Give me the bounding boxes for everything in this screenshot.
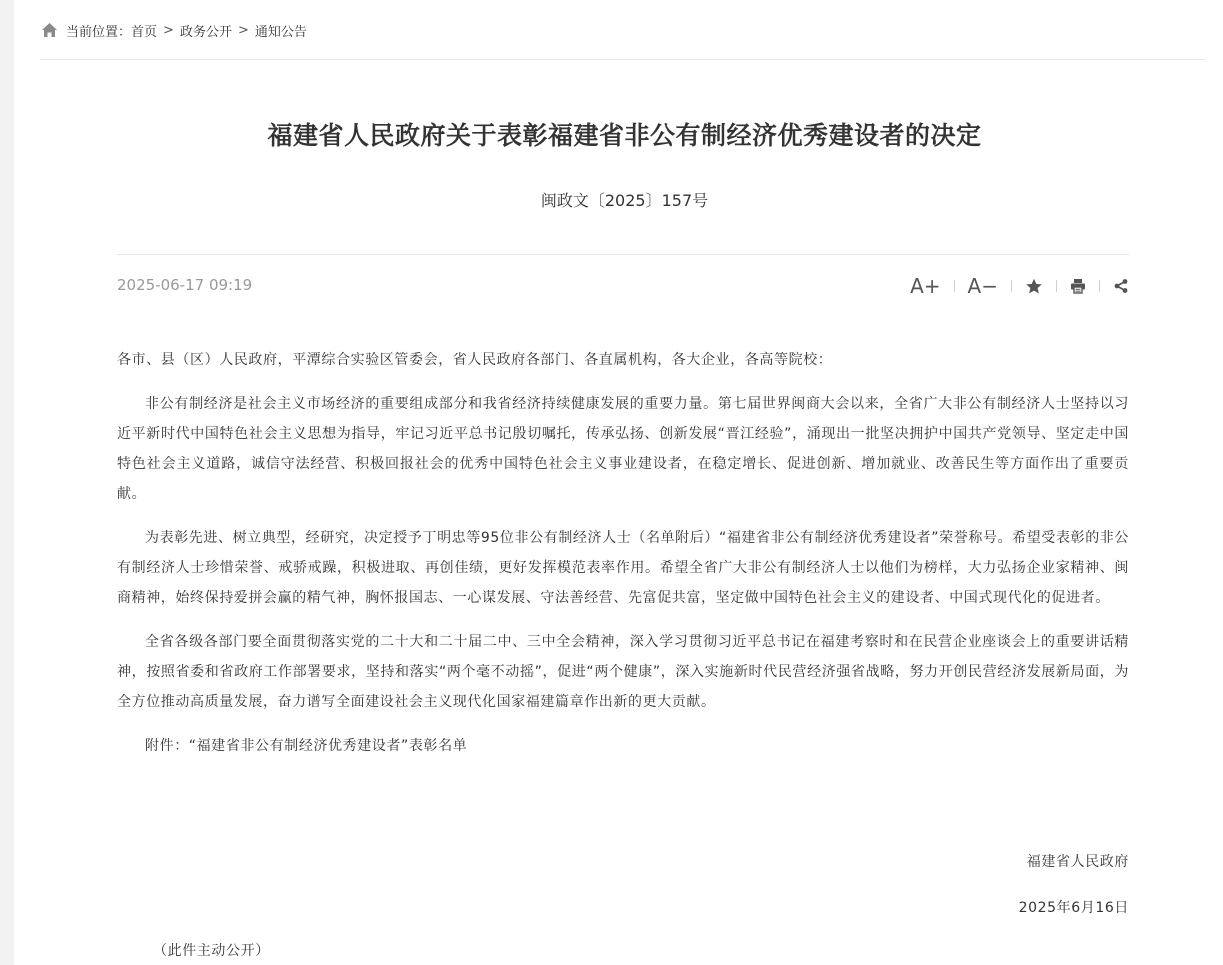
paragraph: 全省各级各部门要全面贯彻落实党的二十大和二十届二中、三中全会精神，深入学习贯彻习近平总书记在福建考察时和在民营企业座谈会上的重要讲话精神，按照省委和省政府工作部署要求，坚持和落实“两个毫不动摇”，促进“两个健康”，深入实施新时代民营经济强省战略，努力开创民营经济发展新局面，为全方位推动高质量发展，奋力谱写全面建设社会主义现代化国家福建篇章作出新的更大贡献。 [117, 634, 1129, 710]
attachment-line: 附件：“福建省非公有制经济优秀建设者”表彰名单 [145, 738, 468, 754]
star-icon[interactable] [1025, 278, 1043, 295]
divider [41, 59, 1205, 60]
breadcrumb-home[interactable]: 首页 [131, 24, 158, 40]
breadcrumb-notices[interactable]: 通知公告 [254, 24, 307, 40]
breadcrumb-gov-affairs[interactable]: 政务公开 [179, 24, 232, 40]
publish-time: 2025-06-17 09:19 [117, 276, 253, 294]
font-decrease-button[interactable]: A− [967, 274, 998, 298]
article-body [117, 345, 1129, 775]
page [14, 0, 1223, 965]
signature: 福建省人民政府 [1026, 854, 1129, 870]
breadcrumb-prefix: 当前位置： [66, 24, 132, 40]
sign-date: 2025年6月16日 [1018, 900, 1129, 916]
toolbar-divider [1056, 280, 1057, 292]
share-icon[interactable] [1113, 278, 1129, 294]
toolbar-divider [1099, 280, 1100, 292]
salutation: 各市、县（区）人民政府，平潭综合实验区管委会，省人民政府各部门、各直属机构，各大企业，各高等院校： [117, 352, 833, 368]
font-increase-button[interactable]: A+ [910, 274, 941, 298]
breadcrumb-separator: > [237, 22, 249, 38]
breadcrumb-separator: > [163, 22, 174, 38]
paragraph: 为表彰先进、树立典型，经研究，决定授予丁明忠等95位非公有制经济人士（名单附后）“福建省非公有制经济优秀建设者”荣誉称号。希望受表彰的非公有制经济人士珍惜荣誉、戒骄戒躁，积极进取、再创佳绩，更好发挥模范表率作用。希望全省广大非公有制经济人士以他们为榜样，大力弘扬企业家精神、闽商精神，始终保持爱拼会赢的精气神，胸怀报国志、一心谋发展、守法善经营、先富促共富，坚定做中国特色社会主义的建设者、中国式现代化的促进者。 [117, 530, 1129, 606]
disclosure-note: （此件主动公开） [153, 943, 270, 959]
article-title: 福建省人民政府关于表彰福建省非公有制经济优秀建设者的决定 [267, 121, 982, 150]
toolbar-divider [1011, 280, 1012, 292]
home-icon[interactable] [41, 22, 58, 38]
divider [117, 254, 1129, 255]
document-number: 闽政文〔2025〕157号 [540, 191, 709, 210]
breadcrumb [41, 20, 307, 40]
toolbar-divider [954, 280, 955, 292]
print-icon[interactable] [1070, 278, 1086, 294]
article-toolbar [910, 274, 1129, 298]
paragraph: 非公有制经济是社会主义市场经济的重要组成部分和我省经济持续健康发展的重要力量。第七届世界闽商大会以来，全省广大非公有制经济人士坚持以习近平新时代中国特色社会主义思想为指导，牢记习近平总书记殷切嘱托，传承弘扬、创新发展“晋江经验”，涌现出一批坚决拥护中国共产党领导、坚定走中国特色社会主义道路，诚信守法经营、积极回报社会的优秀中国特色社会主义事业建设者，在稳定增长、促进创新、增加就业、改善民生等方面作出了重要贡献。 [117, 396, 1129, 502]
